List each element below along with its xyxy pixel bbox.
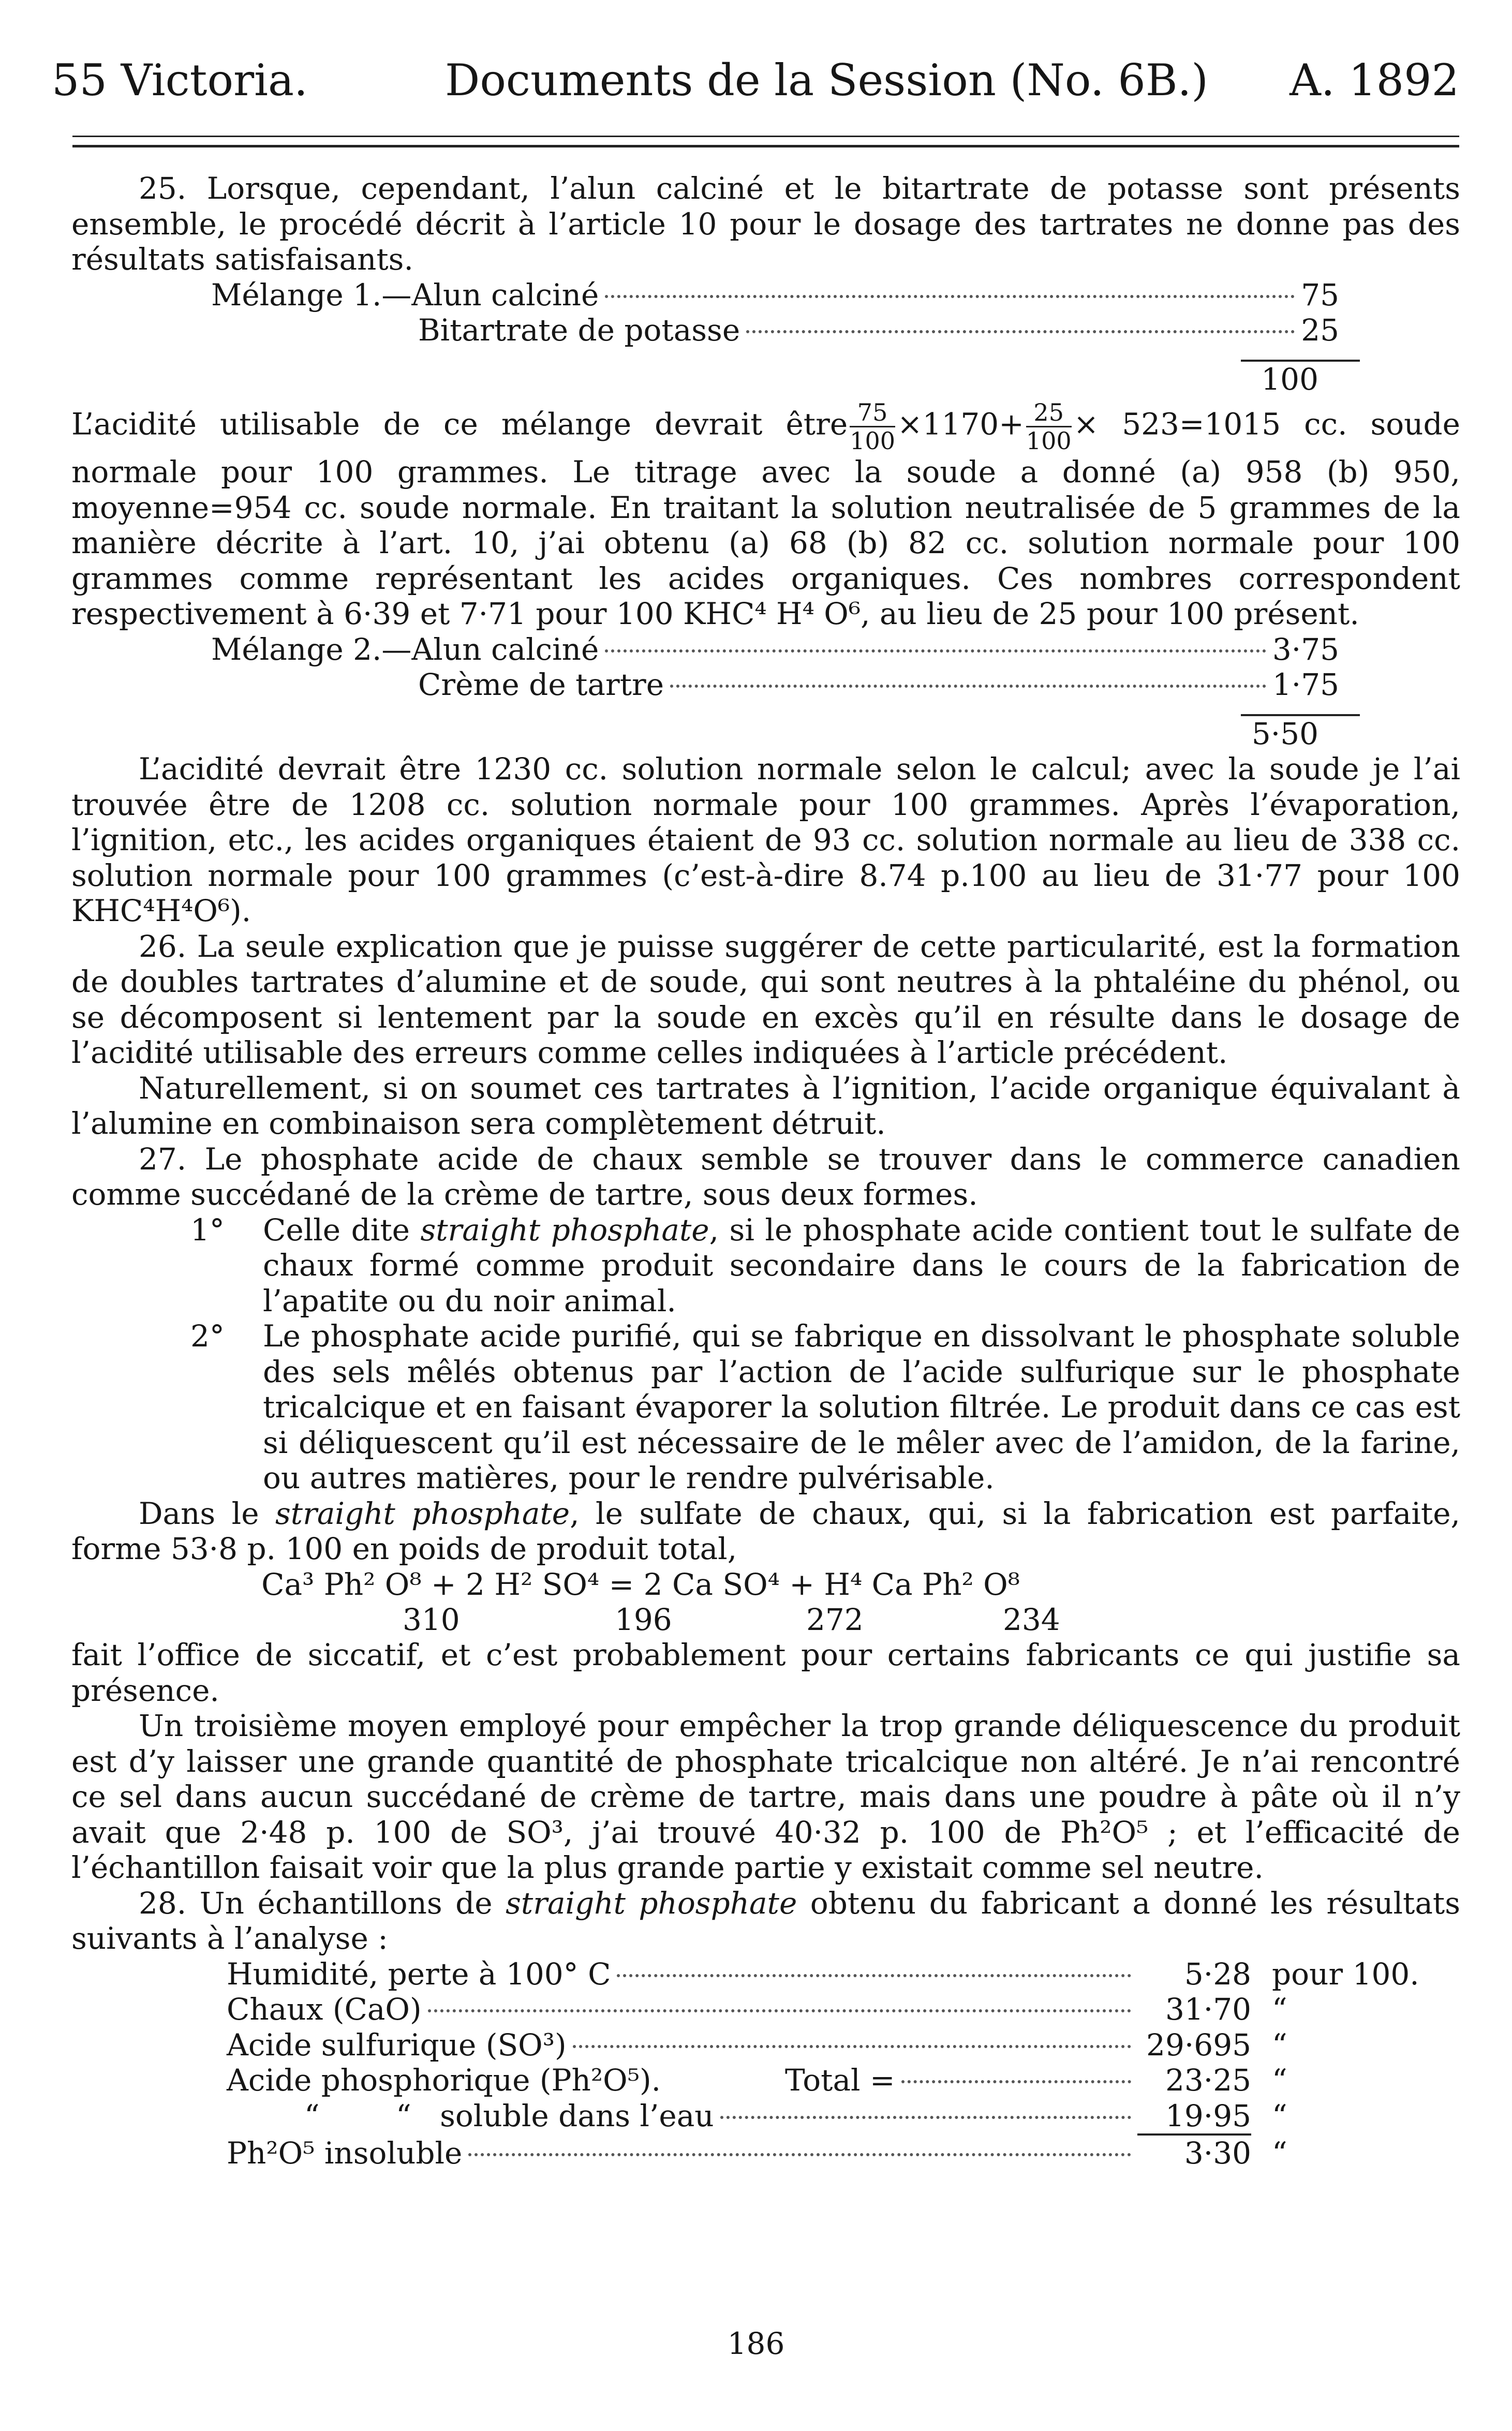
mixture-1-table — [211, 277, 1339, 348]
chemical-equation: Ca³ Ph² O⁸ + 2 H² SO⁴ = 2 Ca SO⁴ + H⁴ Ca Ph² O⁸ — [261, 1566, 1020, 1602]
mixture-1-row — [418, 313, 1339, 348]
list-item-text: Le phosphate acide purifié, qui se fabrique en dissolvant le phosphate soluble des sels mêlés obtenus par l’action de l’acide sulfurique sur le phosphate tricalcique et en faisant évaporer la solution filtrée. Le produit dans ce cas est si déliquescent qu’il est nécessaire de le mêler avec de l’amidon, de la farine, ou autres matières, pour le rendre pulvérisable. — [263, 1318, 1460, 1495]
leader-dots — [901, 2080, 1131, 2083]
page-number: 186 — [727, 2326, 785, 2361]
leader-dots — [605, 295, 1295, 298]
list-item-text: Celle dite — [263, 1212, 421, 1248]
analysis-unit: “ — [1272, 2063, 1287, 2098]
paragraph-italic: straight phosphate — [275, 1495, 570, 1531]
weight-2: 196 — [615, 1602, 672, 1637]
leader-dots — [605, 649, 1266, 653]
analysis-value: 29·695 — [1146, 2027, 1251, 2063]
leader-dots — [670, 685, 1266, 688]
mixture-2-row — [418, 667, 1339, 703]
list-item-text: , si le phosphate acide contient tout le sulfate de chaux formé comme produit secondaire dans le cours de la fabrication de l’apatite ou du noir animal. — [263, 1212, 1461, 1318]
paragraph-text: Dans le — [139, 1495, 276, 1531]
analysis-label: Humidité, perte à 100° C — [227, 1956, 611, 1992]
leader-dots — [746, 330, 1295, 333]
analysis-label: Chaux (CaO) — [227, 1992, 422, 2027]
analysis-total-label: Total = — [785, 2063, 895, 2098]
mixture-2-value: 3·75 — [1272, 631, 1339, 667]
paragraph-italic: straight phosphate — [506, 1885, 797, 1921]
analysis-value: 3·30 — [1137, 2133, 1251, 2171]
paragraph-28 — [71, 1886, 1460, 1956]
mixture-2-label: Crème de tartre — [418, 667, 664, 702]
analysis-row — [227, 2027, 1406, 2063]
analysis-value: 23·25 — [1165, 2063, 1251, 2098]
paragraph-text: , le sulfate de chaux, qui, si la fabrication est parfaite, forme 53·8 p. 100 en poids de produit total, — [71, 1495, 1460, 1566]
list-item-number: 2° — [190, 1318, 225, 1354]
fraction-denominator: 100 — [1026, 427, 1072, 455]
acidity-text-after: × 523=1015 cc. soude normale pour 100 grammes. Le titrage avec la soude a donné (a) 958 (b) 950, moyenne=954 cc. soude normale. En traitant la solution neutralisée de 5 grammes de la manière décrite à l’art. 10, j’ai obtenu (a) 68 (b) 82 cc. solution normale pour 100 grammes comme représentant les acides organiques. Ces nombres correspondent respectivement à 6·39 et 7·71 pour 100 KHC⁴ H⁴ O⁶, au lieu de 25 pour 100 présent. — [71, 406, 1460, 631]
mixture-1-row — [211, 277, 1339, 313]
analysis-value: 5·28 — [1184, 1956, 1251, 1992]
acidity-text-mid: ×1170+ — [897, 406, 1024, 442]
leader-dots — [428, 2009, 1131, 2012]
mixture-1-label: Bitartrate de potasse — [418, 313, 740, 348]
mixture-1-label: Mélange 1.—Alun calciné — [211, 277, 599, 313]
mixture-2-total: 5·50 — [1251, 716, 1318, 751]
paragraph-26: 26. La seule explication que je puisse suggérer de cette particularité, est la formation de doubles tartrates d’alumine et de soude, qui sont neutres à la phtaléine du phénol, ou se décomposent si lentement par la soude en excès qu’il en résulte dans le dosage de l’acidité utilisable des erreurs comme celles indiquées à l’article précédent. — [71, 928, 1460, 1070]
analysis-unit: “ — [1272, 2136, 1287, 2171]
fraction-numerator: 25 — [1026, 399, 1072, 427]
analysis-unit: “ — [1272, 1992, 1287, 2027]
paragraph-26-continued: Naturellement, si on soumet ces tartrates à l’ignition, l’acide organique équivalant à l’alumine en combinaison sera complètement détruit. — [71, 1070, 1460, 1141]
paragraph-25: 25. Lorsque, cependant, l’alun calciné et le bitartrate de potasse sont présents ensemble, le procédé décrit à l’article 10 pour le dosage des tartrates ne donne pas des résultats satisfaisants. — [71, 171, 1460, 277]
analysis-label: Acide phosphorique (Ph²O⁵). — [227, 2063, 661, 2098]
fraction-75-100 — [850, 399, 895, 454]
header-rule-thin — [72, 136, 1459, 137]
analysis-value: 31·70 — [1165, 1992, 1251, 2027]
header-title: Documents de la Session (No. 6B.) — [445, 55, 1209, 106]
leader-dots — [573, 2045, 1131, 2048]
paragraph-troisieme: Un troisième moyen employé pour empêcher la trop grande déliquescence du produit est d’y laisser une grande quantité de phosphate tricalcique non altéré. Je n’ai rencontré ce sel dans aucun succédané de crème de tartre, mais dans une poudre à pâte où il n’y avait que 2·48 p. 100 de SO³, j’ai trouvé 40·32 p. 100 de Ph²O⁵ ; et l’efficacité de l’échantillon faisait voir que la plus grande partie y existait comme sel neutre. — [71, 1708, 1460, 1885]
analysis-label: Acide sulfurique (SO³) — [227, 2027, 567, 2063]
header-left: 55 Victoria. — [52, 55, 308, 106]
analysis-unit: “ — [1272, 2027, 1287, 2063]
analysis-label: Ph²O⁵ insoluble — [227, 2136, 463, 2171]
fraction-numerator: 75 — [850, 399, 895, 427]
analysis-row — [227, 2098, 1406, 2134]
list-item-number: 1° — [190, 1212, 225, 1248]
analysis-table — [227, 1956, 1419, 2171]
weight-4: 234 — [1003, 1602, 1060, 1637]
mixture-2-table — [211, 632, 1339, 703]
paragraph-text: 28. Un échantillons de — [139, 1885, 506, 1921]
mixture-2-label: Mélange 2.—Alun calciné — [211, 631, 599, 667]
mixture-1-value: 75 — [1301, 277, 1339, 313]
page-header — [52, 41, 1459, 119]
list-item-2 — [71, 1318, 1460, 1496]
paragraph-mixture-2: L’acidité devrait être 1230 cc. solution normale selon le calcul; avec la soude je l’ai trouvée être de 1208 cc. solution normale pour 100 grammes. Après l’évaporation, l’ignition, etc., les acides organiques étaient de 93 cc. solution normale au lieu de 338 cc. solution normale pour 100 grammes (c’est-à-dire 8.74 p.100 au lieu de 31·77 pour 100 KHC⁴H⁴O⁶). — [71, 751, 1460, 928]
equation-weights — [71, 1602, 1460, 1637]
list-item-1 — [71, 1212, 1460, 1319]
fraction-denominator: 100 — [850, 427, 895, 455]
analysis-row — [227, 2133, 1406, 2171]
acidity-text-before: L’acidité utilisable de ce mélange devrait être — [71, 406, 848, 442]
leader-dots — [617, 1974, 1131, 1977]
mixture-1-value: 25 — [1301, 313, 1339, 348]
mixture-1-total: 100 — [1261, 361, 1318, 397]
paragraph-siccatif: fait l’office de siccatif, et c’est probablement pour certains fabricants ce qui justifie sa présence. — [71, 1637, 1460, 1708]
mixture-2-value: 1·75 — [1272, 667, 1339, 702]
list-item-italic: straight phosphate — [420, 1212, 709, 1248]
paragraph-27: 27. Le phosphate acide de chaux semble se trouver dans le commerce canadien comme succédané de la crème de tartre, sous deux formes. — [71, 1141, 1460, 1212]
analysis-label: “ “ soluble dans l’eau — [304, 2098, 714, 2133]
analysis-value: 19·95 — [1165, 2098, 1251, 2133]
analysis-unit: pour 100. — [1272, 1956, 1419, 1992]
weight-1: 310 — [403, 1602, 460, 1637]
analysis-row — [227, 1992, 1406, 2027]
leader-dots — [468, 2153, 1131, 2156]
weight-3: 272 — [806, 1602, 864, 1637]
analysis-unit: “ — [1272, 2098, 1287, 2133]
leader-dots — [720, 2116, 1131, 2119]
header-right: A. 1892 — [1289, 55, 1459, 106]
paragraph-acidity-1 — [71, 399, 1460, 632]
header-rule-thick — [72, 145, 1459, 147]
mixture-2-row — [211, 632, 1339, 668]
paragraph-text: obtenu du fabricant a donné les résultats suivants à l’analyse : — [71, 1885, 1461, 1956]
document-body — [71, 171, 1460, 2171]
paragraph-straight-phosphate — [71, 1496, 1460, 1567]
analysis-row — [227, 1956, 1419, 1992]
fraction-25-100 — [1026, 399, 1072, 454]
analysis-row — [227, 2063, 1406, 2098]
